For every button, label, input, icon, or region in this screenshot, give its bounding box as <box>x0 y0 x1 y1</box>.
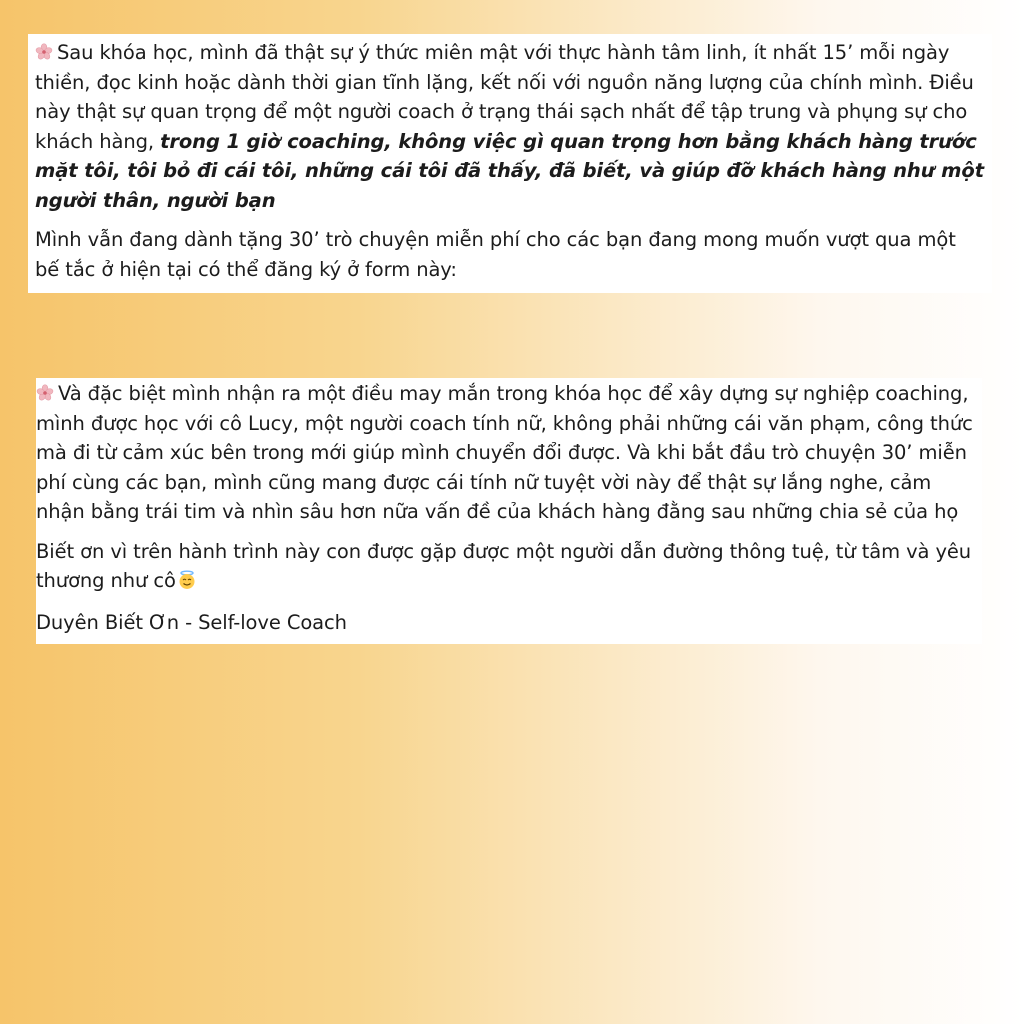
paragraph-4-text: Biết ơn vì trên hành trình này con được gặp được một người dẫn đường thông tuệ, từ tâm và yêu thương như cô <box>36 539 972 592</box>
paragraph-2: Mình vẫn đang dành tặng 30’ trò chuyện miễn phí cho các bạn đang mong muốn vượt qua một bế tắc ở hiện tại có thể đăng ký ở form này: <box>35 228 956 281</box>
paragraph-1 <box>35 38 984 215</box>
post-card-1 <box>28 34 992 293</box>
paragraph-1-text: Sau khóa học, mình đã thật sự ý thức miên mật với thực hành tâm linh, ít nhất 15’ mỗi ngày thiền, đọc kinh hoặc dành thời gian tĩnh lặng, kết nối với nguồn năng lượng của chính mình. Điều này thật sự quan trọng để một người coach ở trạng thái sạch nhất để tập trung và phụng sự cho khách hàng, <box>35 41 974 153</box>
smiling-face-with-halo-icon <box>177 570 197 590</box>
post-card-2 <box>36 378 982 644</box>
paragraph-4 <box>36 537 974 596</box>
paragraph-1-emphasis: trong 1 giờ coaching, không việc gì quan trọng hơn bằng khách hàng trước mặt tôi, tôi bỏ đi cái tôi, những cái tôi đã thấy, đã biết, và giúp đỡ khách hàng như một người thân, người bạn <box>35 129 984 212</box>
cherry-blossom-icon <box>35 43 53 61</box>
cherry-blossom-icon <box>36 384 54 402</box>
paragraph-3-text: Và đặc biệt mình nhận ra một điều may mắn trong khóa học để xây dựng sự nghiệp coaching, mình được học với cô Lucy, một người coach tính nữ, không phải những cái văn phạm, công thức mà đi từ cảm xúc bên trong mới giúp mình chuyển đổi được. Và khi bắt đầu trò chuyện 30’ miễn phí cùng các bạn, mình cũng mang được cái tính nữ tuyệt vời này để thật sự lắng nghe, cảm nhận bằng trái tim và nhìn sâu hơn nữa vấn đề của khách hàng đằng sau những chia sẻ của họ <box>36 382 973 523</box>
signature: Duyên Biết Ơn - Self-love Coach <box>36 610 347 634</box>
paragraph-3 <box>36 379 974 527</box>
